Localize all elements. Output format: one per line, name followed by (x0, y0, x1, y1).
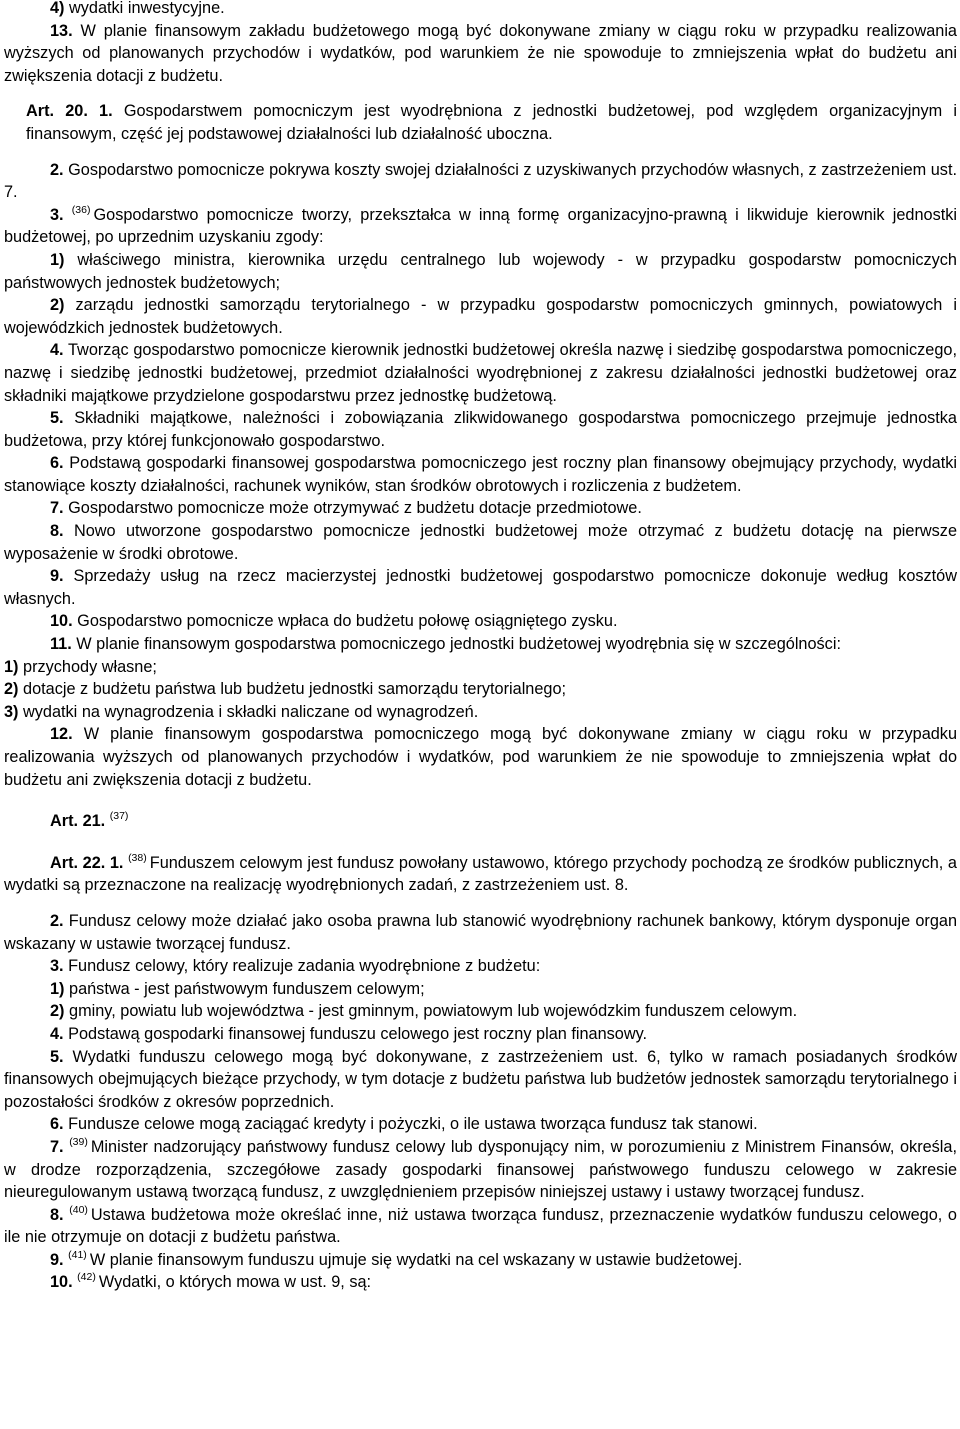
paragraph-text: Wydatki, o których mowa w ust. 9, są: (98, 1273, 372, 1292)
list-item (4, 0, 957, 20)
footnote-ref: (42) (77, 1271, 96, 1284)
item-number: 2) (50, 296, 65, 315)
paragraph (4, 497, 957, 520)
paragraph (4, 204, 957, 249)
article-heading: Art. 21. (50, 812, 106, 831)
paragraph-number: 7. (50, 499, 64, 518)
paragraph (4, 1271, 957, 1294)
paragraph-text: Fundusz celowy, który realizuje zadania wyodrębnione z budżetu: (63, 957, 541, 976)
article-20 (4, 100, 957, 145)
article-heading: Art. 22. 1. (50, 853, 124, 872)
paragraph-number: 12. (50, 725, 73, 744)
paragraph-text: W planie finansowym gospodarstwa pomocniczego mogą być dokonywane zmiany w ciągu roku w przypadku realizowania wyższych od planowanych przychodów i wydatków, pod warunkiem że nie spowoduje to zmniejszenia wpłat do budżetu ani zwiększenia dotacji z budżetu. (4, 725, 957, 789)
item-number: 2) (4, 680, 19, 699)
paragraph-number: 7. (50, 1137, 64, 1156)
paragraph-number: 9. (50, 567, 64, 586)
paragraph-number: 6. (50, 1115, 64, 1134)
paragraph-text: Wydatki funduszu celowego mogą być dokonywane, z zastrzeżeniem ust. 6, tylko w ramach posiadanych środków finansowych obejmujących bieżące przychody, w tym dotacje z budżetu państwa lub budżetów jednostek samorządu terytorialnego i pozostałości środków z okresów poprzednich. (4, 1047, 957, 1111)
article-heading: Art. 20. 1. (26, 102, 113, 121)
paragraph (4, 1023, 957, 1046)
paragraph-text: Fundusz celowy może działać jako osoba prawna lub stanowić wyodrębniony rachunek bankowy, którym dysponuje organ wskazany w ustawie tworzącej fundusz. (4, 911, 957, 953)
paragraph-text: Gospodarstwo pomocnicze pokrywa koszty swojej działalności z uzyskiwanych przychodów własnych, z zastrzeżeniem ust. 7. (4, 160, 957, 202)
paragraph-text: Tworząc gospodarstwo pomocnicze kierownik jednostki budżetowej określa nazwę i siedzibę gospodarstwa pomocniczego, nazwę i siedzibę jednostki budżetowej, przedmiot działalności wyodrębnionej z zakresu działalności jednostki budżetowej oraz składniki majątkowe przydzielone gospodarstwu przez jednostkę budżetową. (4, 341, 957, 405)
paragraph-number: 11. (50, 635, 72, 654)
item-number: 1) (50, 979, 65, 998)
item-text: państwa - jest państwowym funduszem celowym; (64, 979, 425, 998)
item-number: 2) (50, 1002, 65, 1021)
paragraph-number: 2. (50, 160, 64, 179)
item-text: właściwego ministra, kierownika urzędu centralnego lub wojewody - w przypadku gospodarstw pomocniczych państwowych jednostek budżetowych; (4, 250, 957, 292)
paragraph-number: 8. (50, 522, 64, 541)
paragraph-text: Składniki majątkowe, należności i zobowiązania zlikwidowanego gospodarstwa pomocniczego przejmuje jednostka budżetowa, przy której funkcjonowało gospodarstwo. (4, 409, 957, 450)
item-text: wydatki inwestycyjne. (64, 0, 225, 17)
item-number: 1) (4, 657, 19, 676)
paragraph (4, 1113, 957, 1136)
footnote-ref: (36) (71, 203, 91, 216)
document-page (4, 0, 957, 1294)
list-item (4, 1000, 957, 1023)
paragraph-number: 10. (50, 612, 73, 631)
paragraph (4, 565, 957, 610)
list-item (4, 978, 957, 1001)
item-text: zarządu jednostki samorządu terytorialnego - w przypadku gospodarstw pomocniczych gminnych, powiatowych i wojewódzkich jednostek budżetowych. (4, 296, 957, 337)
paragraph (4, 610, 957, 633)
paragraph-text: Minister nadzorujący państwowy fundusz celowy lub dysponujący nim, w porozumieniu z Ministrem Finansów, określa, w drodze rozporządzenia, szczegółowe zasady gospodarki finansowej państwowego funduszu celowego w zakresie nieuregulowanym ustawą tworzącą fundusz, z uwzględnieniem przepisów niniejszej ustawy i ustawy tworzącej fundusz. (4, 1137, 958, 1202)
paragraph-text: Gospodarstwo pomocnicze wpłaca do budżetu połowę osiągniętego zysku. (72, 612, 618, 631)
paragraph (4, 339, 957, 407)
paragraph (4, 1046, 957, 1114)
item-number: 1) (50, 250, 65, 269)
footnote-ref: (41) (68, 1248, 87, 1261)
paragraph-text: Podstawą gospodarki finansowej funduszu celowego jest roczny plan finansowy. (63, 1024, 648, 1043)
item-text: dotacje z budżetu państwa lub budżetu jednostki samorządu terytorialnego; (18, 680, 567, 699)
paragraph-text: Gospodarstwo pomocnicze może otrzymywać z budżetu dotacje przedmiotowe. (63, 499, 642, 518)
paragraph (4, 452, 957, 497)
footnote-ref: (39) (69, 1135, 88, 1148)
footnote-ref: (38) (128, 851, 147, 864)
paragraph-text: W planie finansowym gospodarstwa pomocniczego jednostki budżetowej wyodrębnia się w szczególności: (71, 635, 841, 654)
item-number: 3) (4, 702, 19, 721)
paragraph-text: W planie finansowym funduszu ujmuje się wydatki na cel wskazany w ustawie budżetowej. (89, 1250, 743, 1269)
paragraph (4, 633, 957, 656)
paragraph-number: 5. (50, 409, 64, 428)
article-22 (4, 852, 957, 897)
list-item (4, 294, 957, 339)
paragraph-text: W planie finansowym zakładu budżetowego mogą być dokonywane zmiany w ciągu roku w przypadku realizowania wyższych od planowanych przychodów i wydatków, pod warunkiem że nie spowoduje to zmniejszenia wpłat do budżetu ani zwiększenia dotacji z budżetu. (4, 21, 957, 85)
paragraph-number: 9. (50, 1250, 64, 1269)
paragraph (4, 407, 957, 452)
item-text: wydatki na wynagrodzenia i składki naliczane od wynagrodzeń. (18, 702, 479, 721)
item-number: 4) (50, 0, 65, 17)
paragraph-number: 4. (50, 341, 64, 360)
footnote-ref: (40) (69, 1203, 88, 1216)
paragraph-text: Ustawa budżetowa może określać inne, niż ustawa tworząca fundusz, przeznaczenie wydatków funduszu celowego, o ile nie otrzymuje on dotacji z budżetu państwa. (4, 1205, 957, 1247)
paragraph (4, 1136, 957, 1204)
paragraph (4, 723, 957, 791)
paragraph (4, 1249, 957, 1272)
footnote-ref: (37) (109, 810, 129, 823)
paragraph-number: 6. (50, 454, 64, 473)
paragraph-text: Podstawą gospodarki finansowej gospodarstwa pomocniczego jest roczny plan finansowy obejmujący przychody, wydatki stanowiące koszty działalności, rachunek wyników, stan środków obrotowych i rozliczenia z budżetem. (4, 454, 957, 495)
paragraph-text: Funduszem celowym jest fundusz powołany ustawowo, którego przychody pochodzą ze środków publicznych, a wydatki są przeznaczone na realizację wyodrębnionych zadań, z zastrzeżeniem ust. 8. (4, 853, 957, 895)
list-item (4, 701, 957, 724)
paragraph-text: Gospodarstwo pomocnicze tworzy, przekształca w inną formę organizacyjno-prawną i likwiduje kierownik jednostki budżetowej, po uprzednim uzyskaniu zgody: (4, 205, 957, 247)
article-21 (4, 810, 957, 833)
item-text: gminy, powiatu lub województwa - jest gminnym, powiatowym lub wojewódzkim funduszem celowym. (64, 1002, 798, 1021)
paragraph-number: 3. (50, 205, 64, 224)
paragraph-text: Fundusze celowe mogą zaciągać kredyty i pożyczki, o ile ustawa tworząca fundusz tak stanowi. (63, 1115, 758, 1134)
paragraph (4, 955, 957, 978)
paragraph (4, 159, 957, 204)
paragraph-text: Sprzedaży usług na rzecz macierzystej jednostki budżetowej gospodarstwo pomocnicze dokonuje według kosztów własnych. (4, 567, 957, 608)
paragraph-text: Gospodarstwem pomocniczym jest wyodrębniona z jednostki budżetowej, pod względem organizacyjnym i finansowym, część jej podstawowej działalności lub działalność uboczna. (26, 102, 957, 143)
paragraph (4, 1204, 957, 1249)
paragraph-number: 13. (50, 21, 73, 40)
list-item (4, 249, 957, 294)
paragraph-text: Nowo utworzone gospodarstwo pomocnicze jednostki budżetowej może otrzymać z budżetu dotację na pierwsze wyposażenie w środki obrotowe. (4, 522, 957, 563)
paragraph-number: 2. (50, 911, 64, 930)
paragraph-number: 8. (50, 1205, 64, 1224)
paragraph (4, 520, 957, 565)
paragraph-number: 5. (50, 1047, 64, 1066)
list-item (4, 678, 957, 701)
list-item (4, 656, 957, 679)
paragraph (4, 910, 957, 955)
paragraph-number: 3. (50, 957, 64, 976)
item-text: przychody własne; (18, 657, 157, 676)
paragraph-number: 4. (50, 1024, 64, 1043)
paragraph-number: 10. (50, 1273, 73, 1292)
paragraph (4, 20, 957, 88)
